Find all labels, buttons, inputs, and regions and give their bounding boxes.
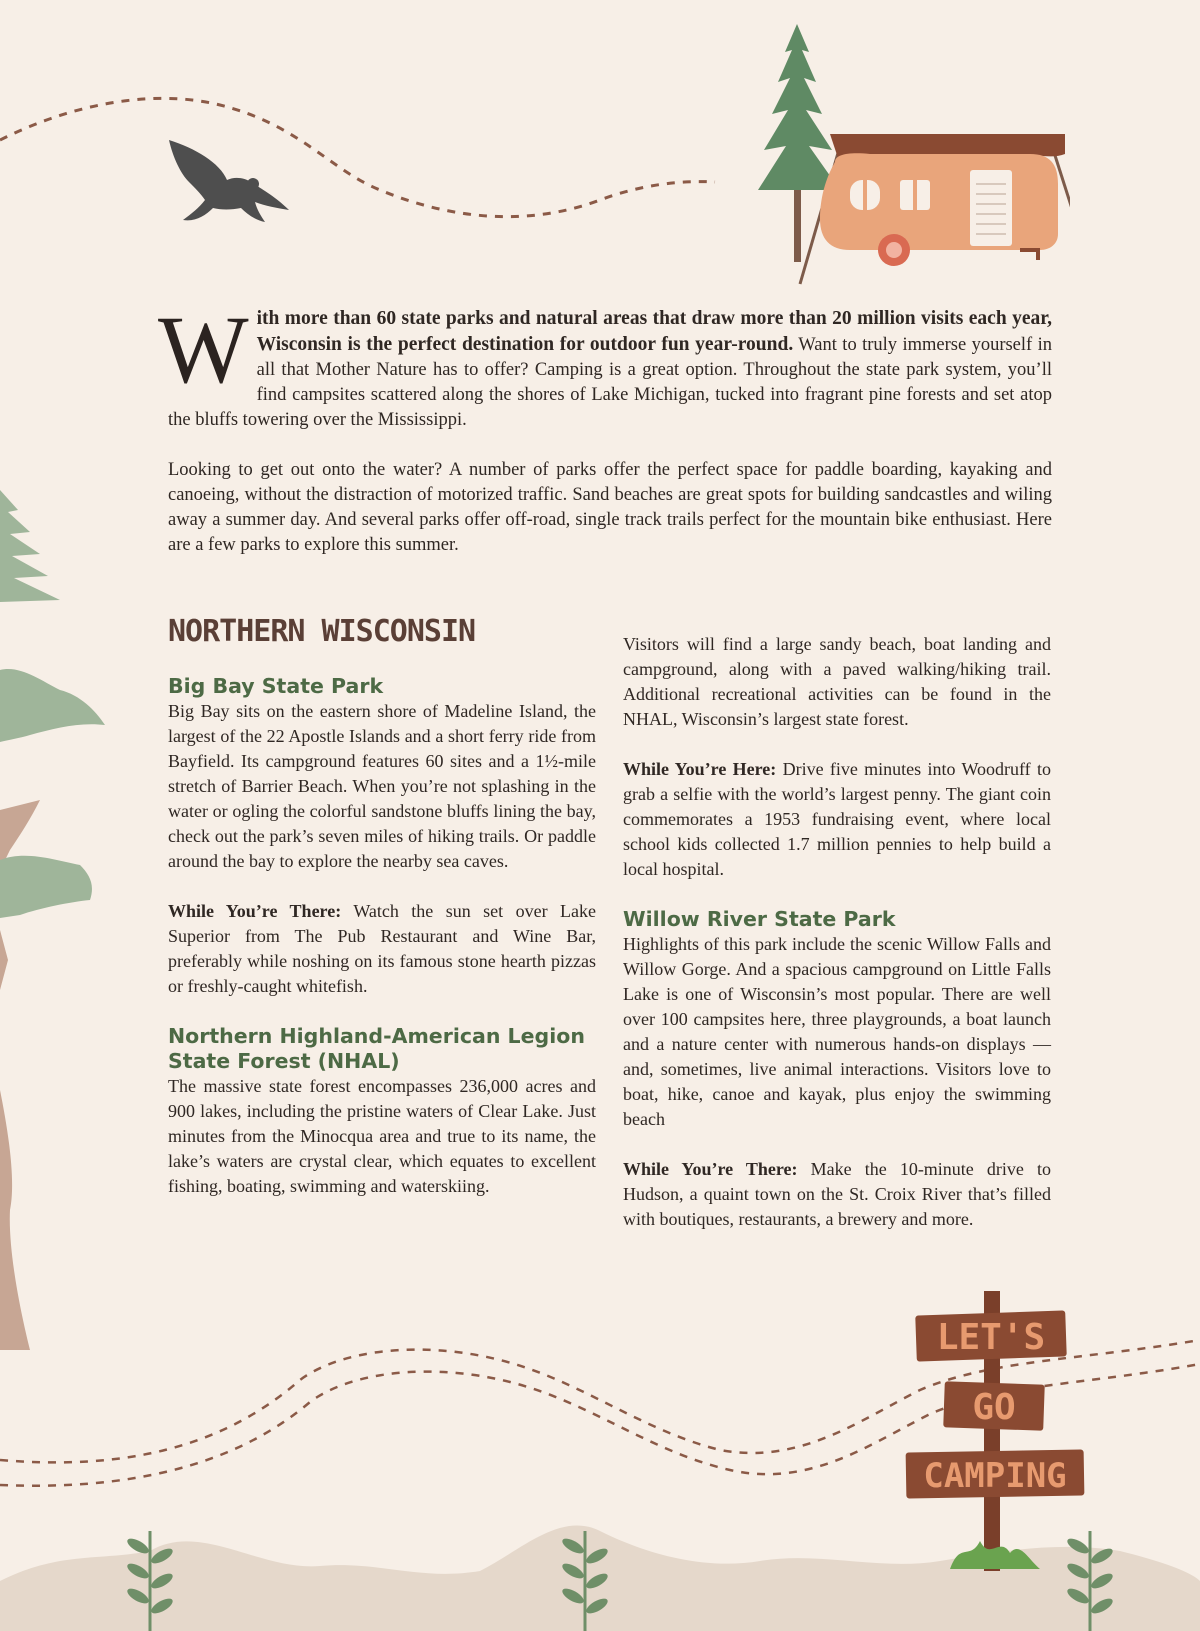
region-heading: NORTHERN WISCONSIN bbox=[168, 614, 476, 649]
willow-river-description: Highlights of this park include the scenic Willow Falls and Willow Gorge. And a spacious campground on Little Falls Lake is one of Wisconsin’s most popular. There are well over 100 campsites here, three playgrounds, a boat launch and a nature center with numerous hands-on displays — and, sometimes, live animal interactions. Visitors love to boat, hike, canoe and kayak, plus enjoy the swimming beach bbox=[623, 934, 1051, 1129]
drop-cap: W bbox=[158, 296, 249, 403]
sign-line-2: GO bbox=[972, 1387, 1016, 1428]
eagle-icon bbox=[165, 138, 295, 228]
tip-text: Drive five minutes into Woodruff to grab a selfie with the world’s largest penny. The giant coin commemorates a 1953 fundraising event, where local school kids collected 1.7 million pennies to help build a local hospital. bbox=[623, 759, 1051, 879]
sign-line-1: LET'S bbox=[936, 1317, 1046, 1358]
park-heading-nhal: Northern Highland-American Legion State Forest (NHAL) bbox=[168, 1024, 585, 1073]
park-heading-big-bay: Big Bay State Park bbox=[168, 674, 384, 698]
intro-paragraph-2: Looking to get out onto the water? A number of parks offer the perfect space for paddle boarding, kayaking and canoeing, without the distraction of motorized traffic. Sand beaches are great spots for building sandcastles and wiling away a summer day. And several parks offer off-road, single track trails perfect for the mountain bike enthusiast. Here are a few parks to explore this summer. bbox=[168, 460, 1052, 555]
top-dashed-trail bbox=[0, 80, 720, 320]
tip-label: While You’re There: bbox=[623, 1159, 798, 1179]
tip-text: Watch the sun set over Lake Superior from The Pub Restaurant and Wine Bar, preferably while noshing on its famous stone hearth pizzas or freshly-caught whitefish. bbox=[168, 901, 596, 996]
intro-paragraph-1-rest: Want to truly immerse yourself in all that Mother Nature has to offer? Camping is a great option. Throughout the state park system, you’ll find campsites scattered along the shores of Lake Michigan, tucked into fragrant pine forests and set atop the bluffs towering over the Mississippi. bbox=[168, 335, 1052, 430]
big-bay-description: Big Bay sits on the eastern shore of Madeline Island, the largest of the 22 Apostle Islands and a short ferry ride from Bayfield. Its campground features 60 sites and a 1½-mile stretch of Barrier Beach. When you’re not splashing in the water or ogling the colorful sandstone bluffs lining the bay, check out the park’s seven miles of hiking trails. Or paddle around the bay to explore the nearby sea caves. bbox=[168, 701, 596, 871]
sign-line-3: CAMPING bbox=[923, 1456, 1067, 1496]
camper-trailer-icon bbox=[790, 124, 1070, 294]
signpost-icon bbox=[900, 1291, 1100, 1631]
fern-icon bbox=[120, 1521, 180, 1631]
nhal-description-continued: Visitors will find a large sandy beach, boat landing and campground, along with a paved walking/hiking trail. Additional recreational activities can be found in the NHAL, Wisconsin’s largest state forest. bbox=[623, 634, 1051, 729]
left-pine-branches bbox=[0, 490, 110, 1390]
intro-lede: ith more than 60 state parks and natural areas that draw more than 20 million visits each year, Wisconsin is the perfect destination for outdoor fun year-round. bbox=[256, 308, 1052, 355]
fern-icon bbox=[555, 1521, 615, 1631]
park-heading-willow-river: Willow River State Park bbox=[623, 907, 896, 931]
nhal-description: The massive state forest encompasses 236,000 acres and 900 lakes, including the pristine waters of Clear Lake. Just minutes from the Minocqua area and true to its name, the lake’s waters are crystal clear, which equates to excellent fishing, boating, swimming and waterskiing. bbox=[168, 1076, 596, 1196]
tip-label: While You’re Here: bbox=[623, 759, 777, 779]
right-column bbox=[623, 632, 1051, 1257]
intro-paragraph-1 bbox=[158, 296, 1052, 433]
tip-label: While You’re There: bbox=[168, 901, 342, 921]
nhal-tip bbox=[623, 757, 1051, 882]
big-bay-tip bbox=[168, 899, 596, 999]
left-column bbox=[168, 612, 596, 1224]
tip-text: Make the 10-minute drive to Hudson, a quaint town on the St. Croix River that’s filled with boutiques, restaurants, a brewery and more. bbox=[623, 1159, 1051, 1229]
willow-river-tip bbox=[623, 1157, 1051, 1232]
intro-section bbox=[158, 296, 1052, 583]
